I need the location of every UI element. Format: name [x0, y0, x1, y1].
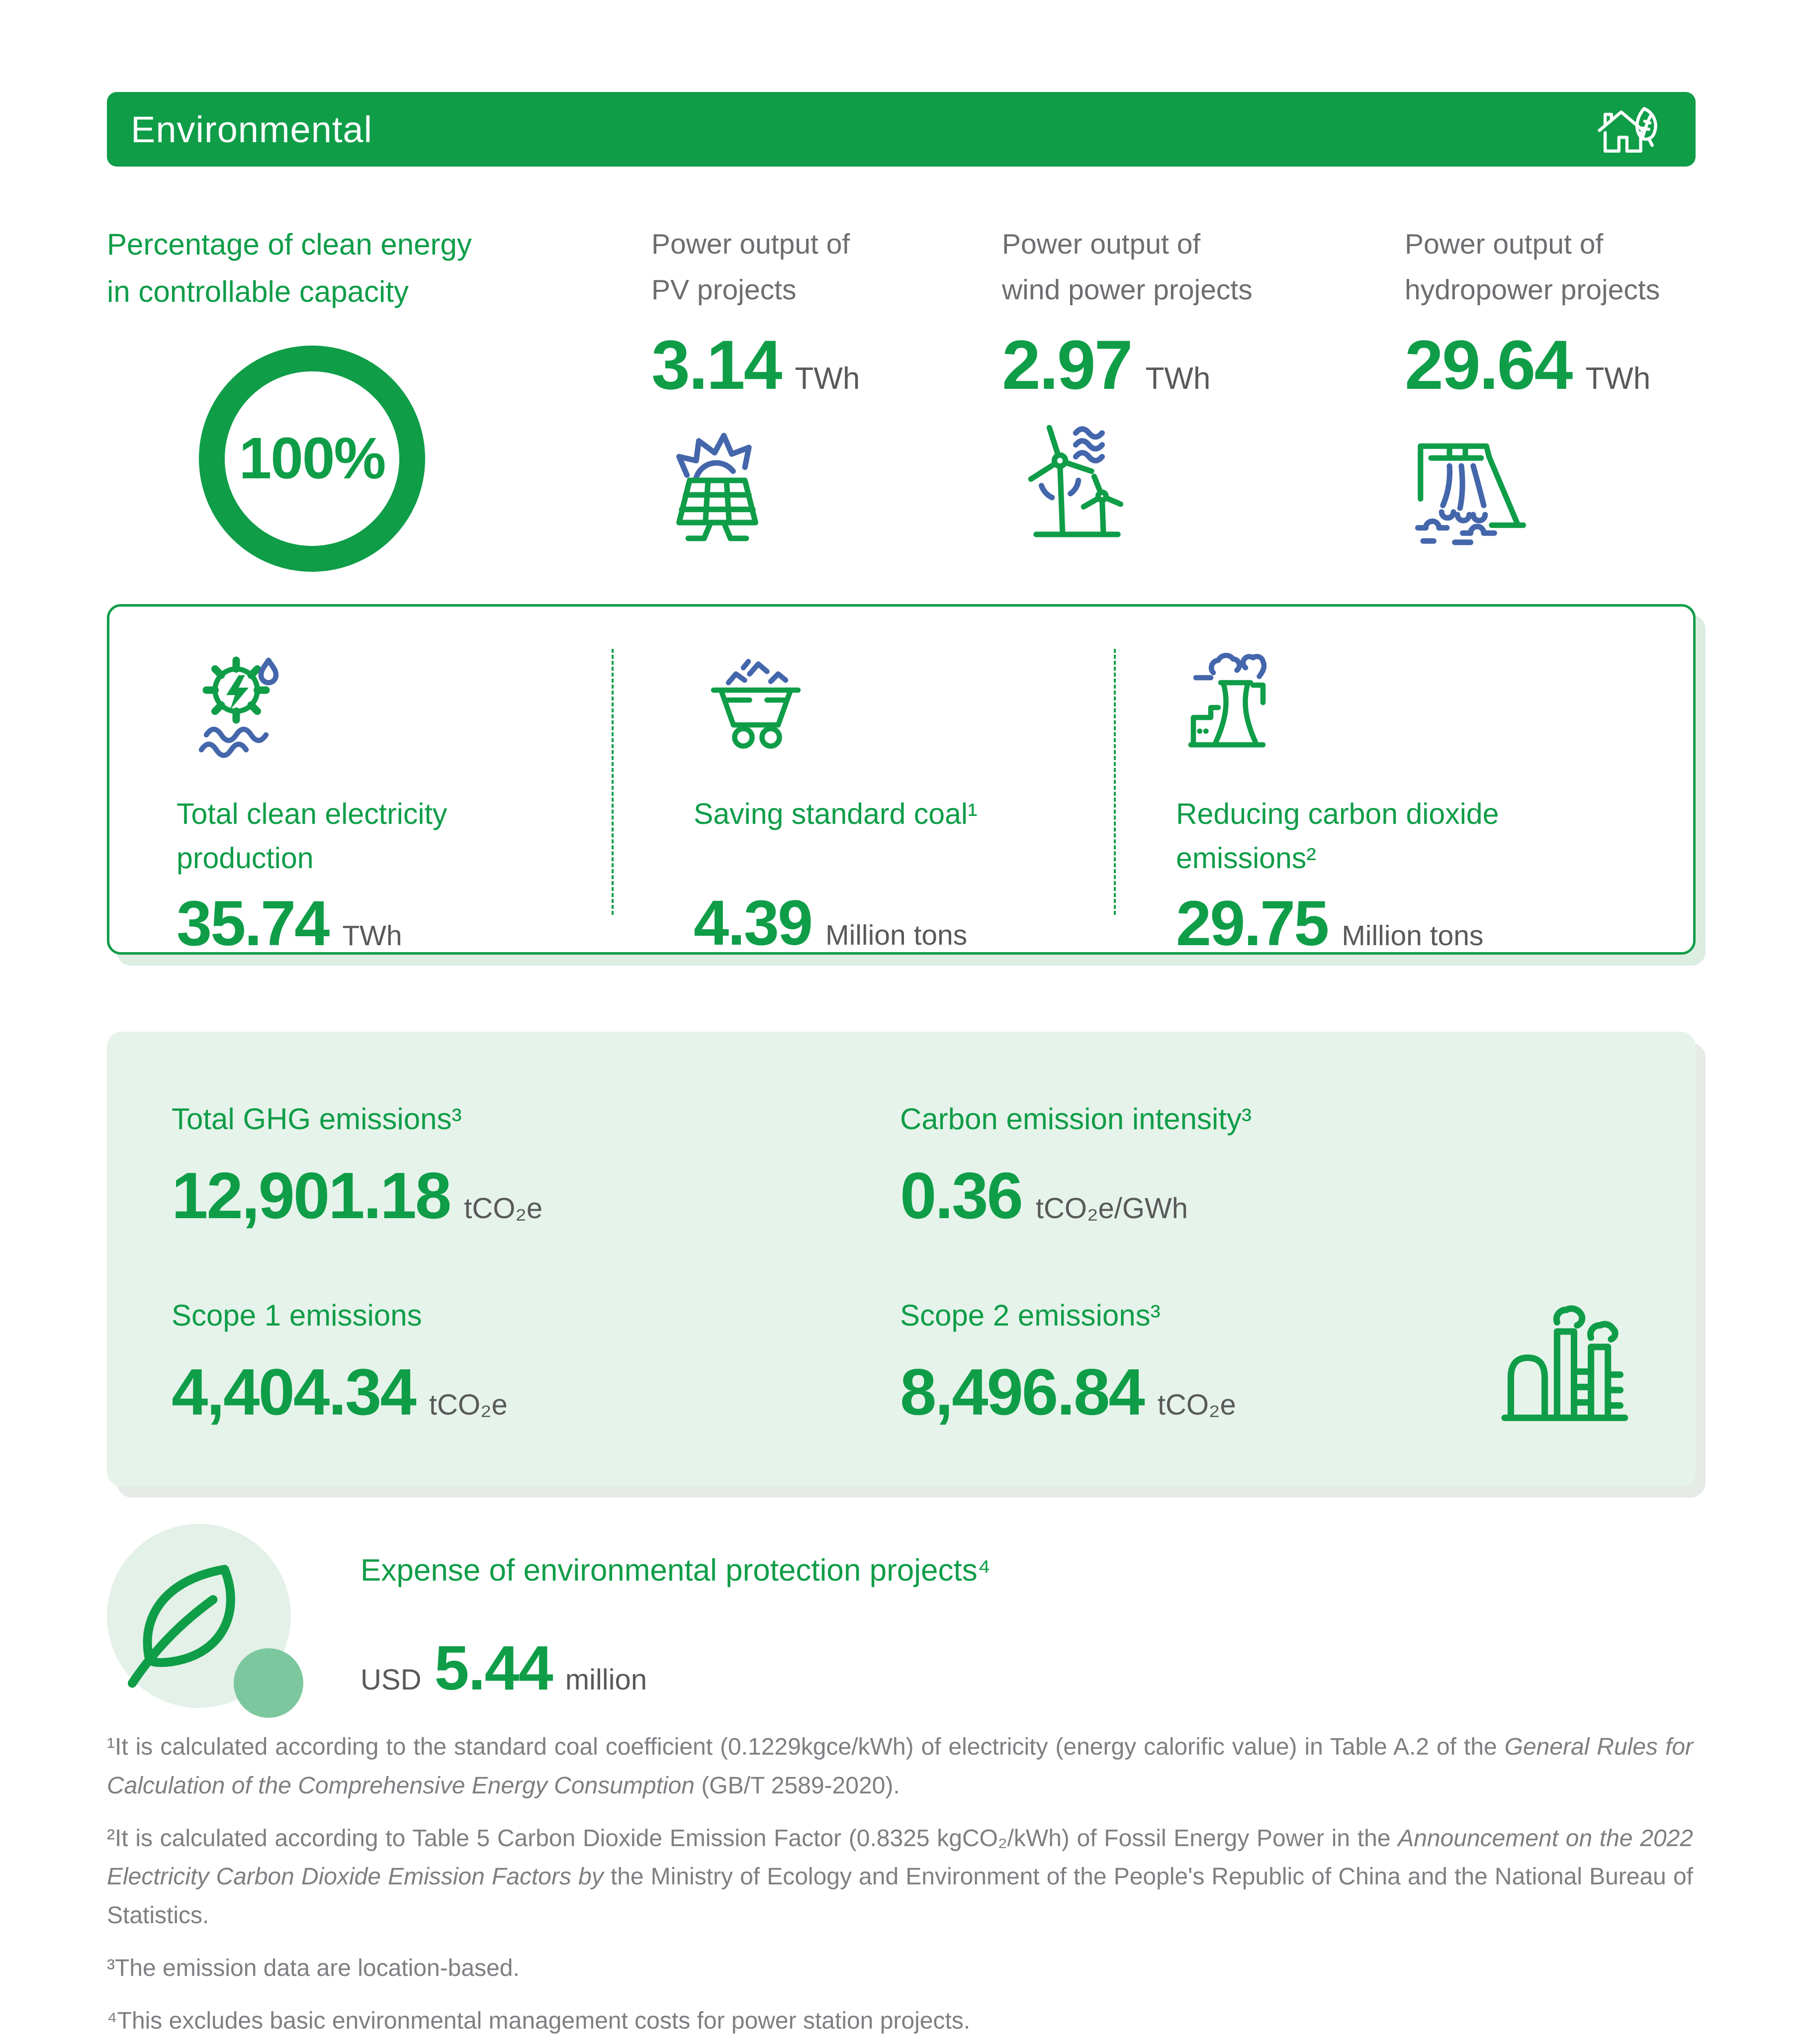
footnotes — [107, 1728, 1693, 2044]
hydropower-dam-icon — [1405, 417, 1536, 549]
house-leaf-icon — [1594, 100, 1668, 159]
clean-energy-label — [107, 221, 651, 316]
pv-label-line2: PV projects — [651, 274, 797, 306]
wind-turbine-icon — [1002, 417, 1134, 549]
expense-section — [107, 1524, 1696, 1715]
scope1-unit: tCO₂e — [429, 1389, 508, 1421]
wind-label-line2: wind power projects — [1002, 274, 1253, 306]
percentage-ring — [199, 346, 425, 572]
factory-icon — [1489, 1285, 1643, 1439]
power-output-wind — [1002, 221, 1405, 572]
saving-coal-unit: Million tons — [825, 919, 968, 951]
card-label-line2: emissions² — [1176, 841, 1316, 875]
total-clean-electricity-value: 35.74 — [177, 888, 329, 959]
total-ghg-emissions — [172, 1101, 900, 1233]
expense-unit: million — [565, 1664, 647, 1696]
wind-label — [1002, 221, 1405, 314]
pv-value: 3.14 — [651, 326, 781, 404]
scope2-value: 8,496.84 — [900, 1355, 1144, 1428]
coal-cart-icon — [694, 640, 818, 765]
expense-label: Expense of environmental protection projects⁴ — [360, 1553, 991, 1588]
clean-energy-share-block — [107, 221, 651, 572]
saving-coal-label — [694, 792, 1114, 880]
wind-unit: TWh — [1145, 361, 1211, 396]
footnote: ³The emission data are location-based. — [107, 1955, 520, 1981]
total-ghg-unit: tCO₂e — [464, 1192, 543, 1225]
footnote: ⁴This excludes basic environmental management costs for power station projects. — [107, 2007, 971, 2034]
reducing-co2-label — [1176, 792, 1693, 880]
pv-label-line1: Power output of — [651, 228, 850, 260]
carbon-intensity — [900, 1101, 1696, 1233]
footnote: ¹It is calculated according to the standard coal coefficient (0.1229kgce/kWh) of electricity (energy calorific value) in Table A.2 of the General Rules for Calculation of the Comprehensive Energy Consumption (GB/T 2589-2020). — [107, 1734, 1694, 1799]
carbon-intensity-value: 0.36 — [900, 1159, 1022, 1232]
card-label-line2: production — [177, 841, 314, 875]
section-header — [107, 92, 1696, 167]
clean-energy-percentage: 100% — [239, 426, 385, 492]
card-label-line1: Total clean electricity — [177, 798, 448, 830]
hydro-value: 29.64 — [1405, 326, 1572, 404]
saving-coal-value: 4.39 — [694, 888, 812, 959]
reducing-co2-value: 29.75 — [1176, 888, 1328, 959]
scope1-value: 4,404.34 — [172, 1355, 415, 1428]
wind-label-line1: Power output of — [1002, 228, 1201, 260]
cooling-tower-icon — [1176, 640, 1300, 765]
ghg-emissions-panel — [107, 1032, 1696, 1487]
scope1-emissions — [172, 1298, 900, 1429]
clean-production-summary-box — [107, 604, 1696, 959]
leaf-graphic — [107, 1524, 303, 1715]
clean-energy-row — [107, 221, 1696, 572]
clean-energy-label-line1: Percentage of clean energy — [107, 228, 472, 261]
total-clean-electricity-card — [109, 607, 612, 959]
page-title: Environmental — [131, 108, 373, 150]
carbon-intensity-label: Carbon emission intensity³ — [900, 1102, 1252, 1136]
hydro-unit: TWh — [1585, 361, 1651, 396]
scope2-unit: tCO₂e — [1157, 1389, 1236, 1421]
expense-currency: USD — [360, 1664, 422, 1696]
total-ghg-value: 12,901.18 — [172, 1159, 450, 1232]
footnote: ²It is calculated according to Table 5 Carbon Dioxide Emission Factor (0.8325 kgCO₂/kWh) of Fossil Energy Power in the Announcement on the 2022 Electricity Carbon Dioxide Emission Factors by the Ministry of Ecology and Environment of the People's Republic of China and the National Bureau of Statistics. — [107, 1825, 1693, 1929]
hydro-label — [1405, 221, 1696, 314]
pv-unit: TWh — [795, 361, 860, 396]
solar-panel-icon — [651, 417, 783, 549]
scope1-label: Scope 1 emissions — [172, 1299, 422, 1332]
hydro-label-line1: Power output of — [1405, 228, 1604, 260]
wind-value: 2.97 — [1002, 326, 1132, 404]
total-clean-electricity-label — [177, 792, 612, 880]
reducing-co2-unit: Million tons — [1342, 920, 1484, 952]
power-output-hydro — [1405, 221, 1696, 572]
card-label-line1: Reducing carbon dioxide — [1176, 798, 1499, 830]
total-clean-electricity-unit: TWh — [342, 920, 402, 952]
total-ghg-label: Total GHG emissions³ — [172, 1102, 462, 1136]
card-label-line1: Saving standard coal¹ — [694, 798, 978, 830]
hydro-label-line2: hydropower projects — [1405, 274, 1660, 306]
expense-value: 5.44 — [434, 1633, 552, 1703]
saving-coal-card — [612, 607, 1114, 959]
pv-label — [651, 221, 1002, 314]
electricity-gear-icon — [177, 640, 301, 765]
expense-text-block — [360, 1524, 991, 1715]
clean-energy-label-line2: in controllable capacity — [107, 274, 409, 308]
reducing-co2-card — [1114, 607, 1693, 959]
scope2-label: Scope 2 emissions³ — [900, 1299, 1161, 1332]
power-output-pv — [651, 221, 1002, 572]
carbon-intensity-unit: tCO₂e/GWh — [1035, 1192, 1188, 1225]
leaf-icon — [118, 1545, 262, 1689]
